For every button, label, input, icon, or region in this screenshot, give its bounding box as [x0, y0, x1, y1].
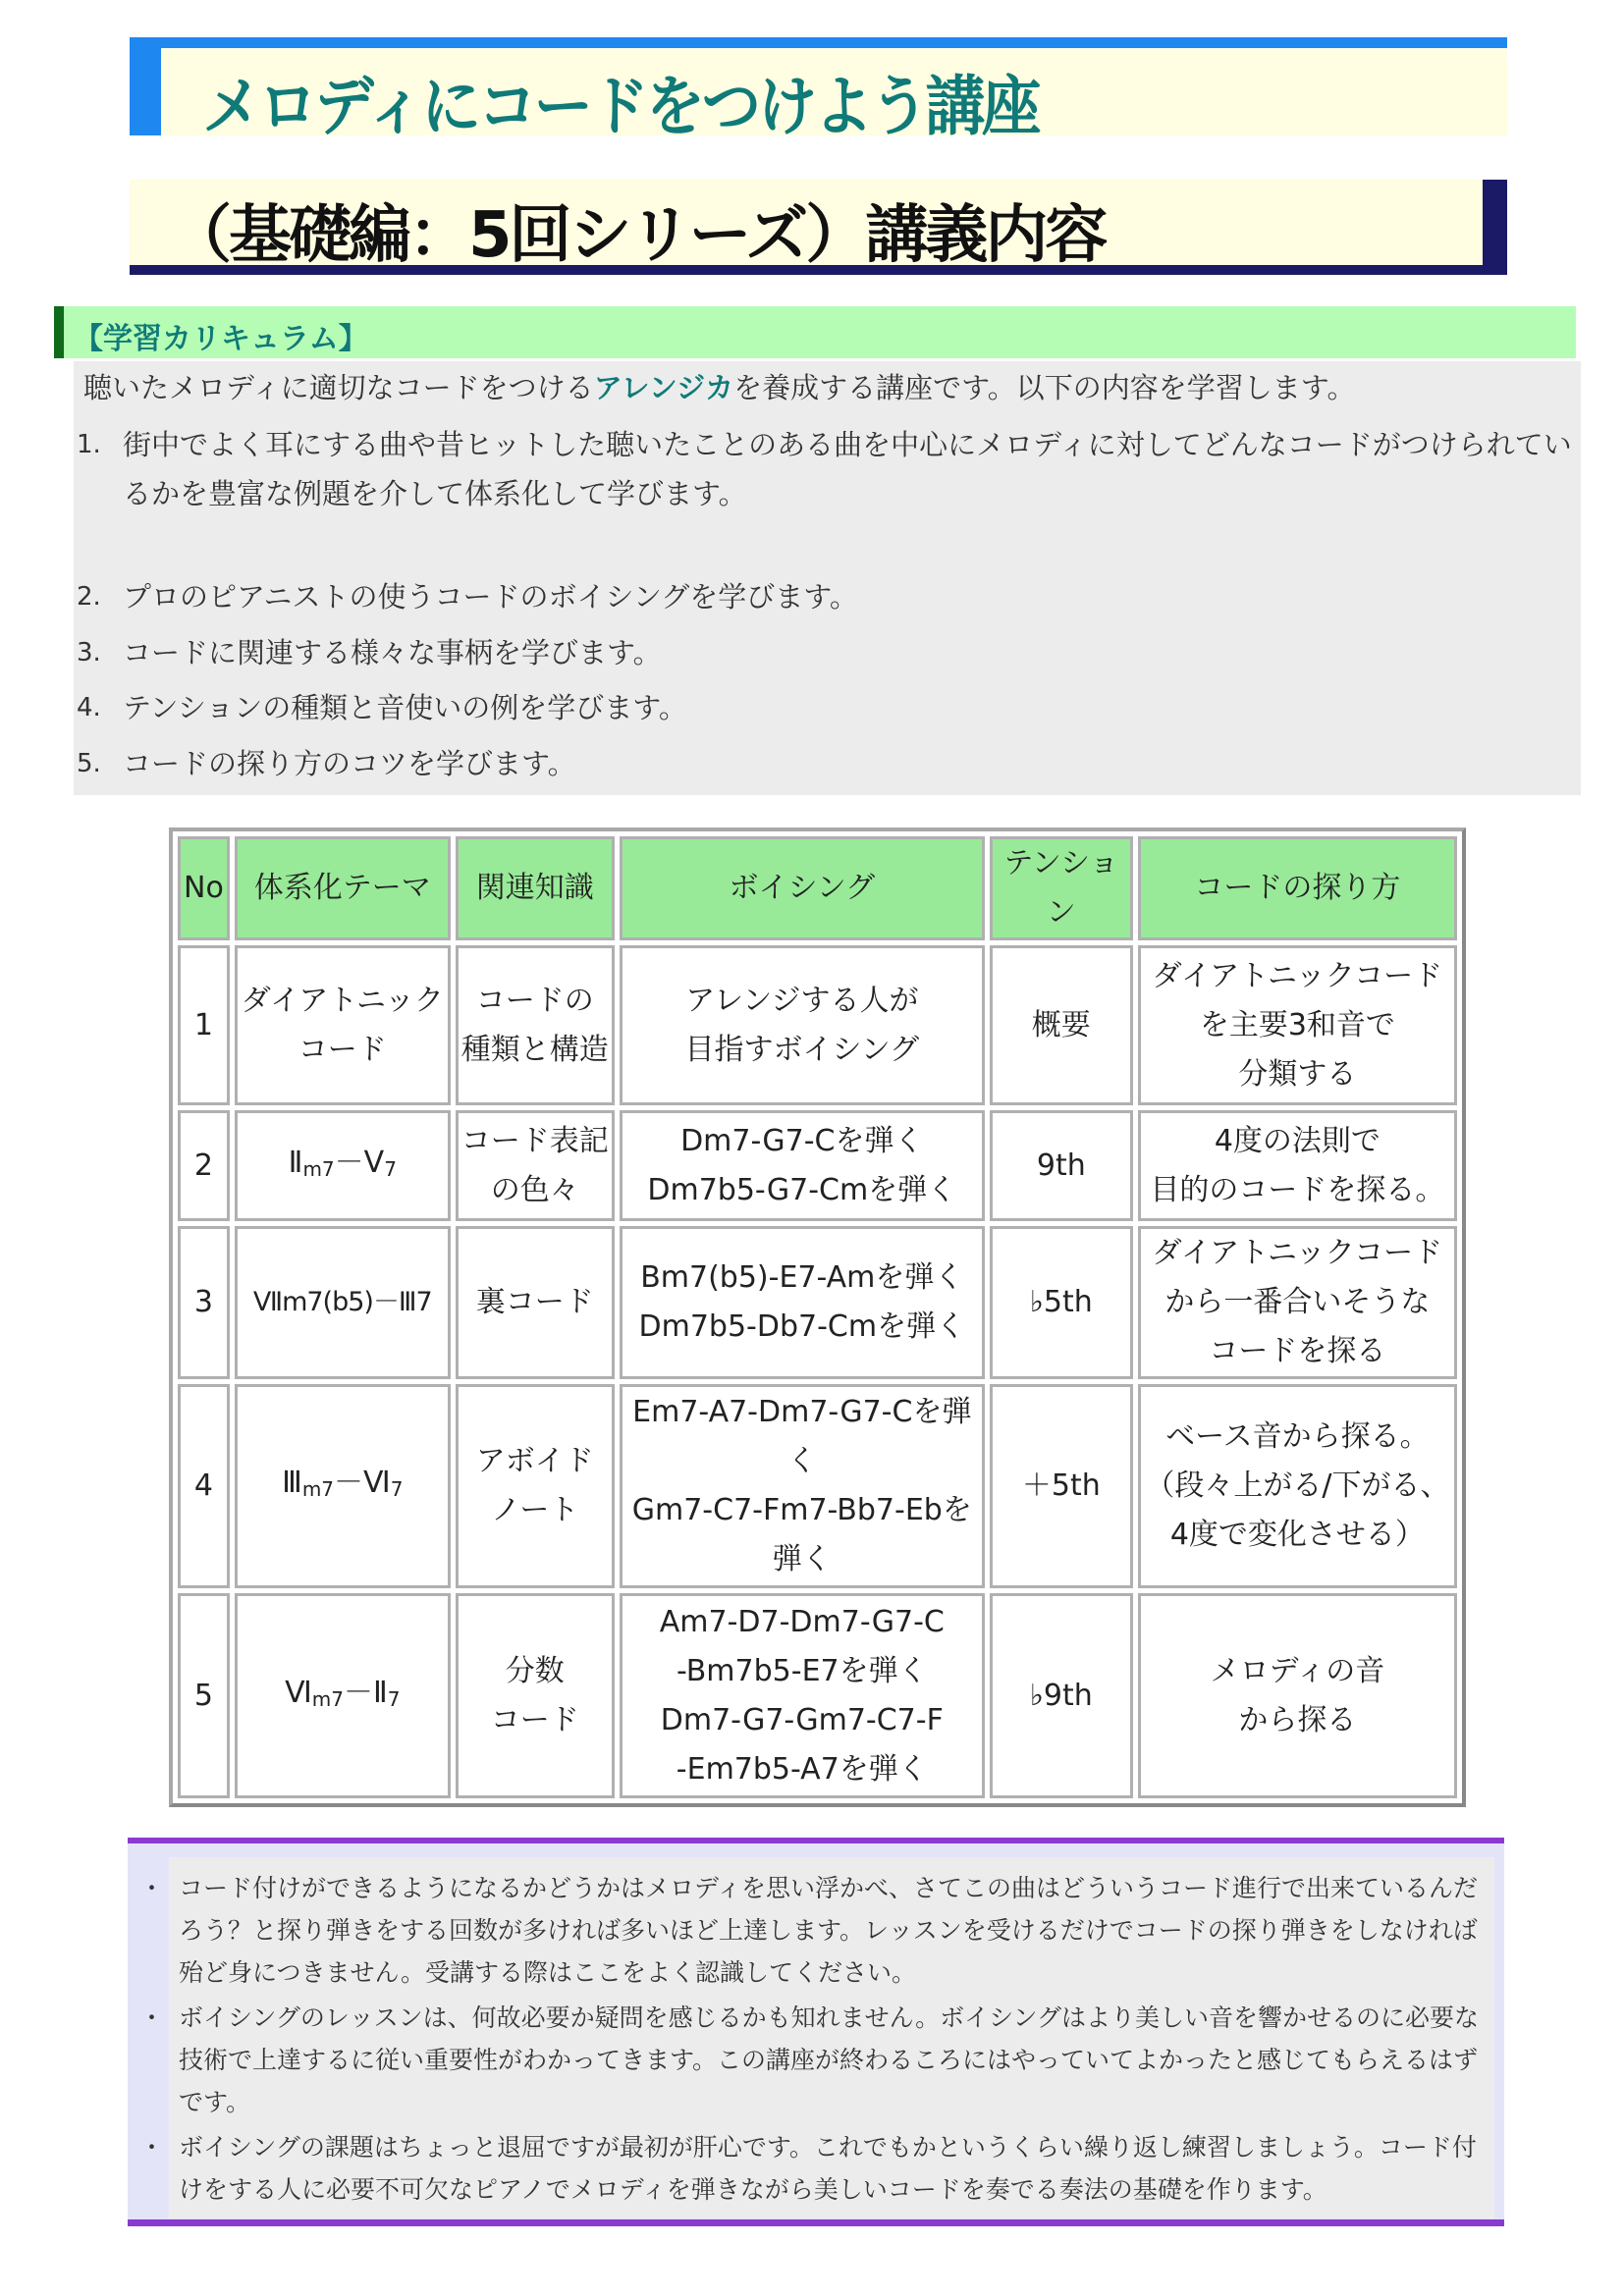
- roman-numeral: Ⅴ: [363, 1145, 385, 1180]
- cell-voicing: Dm7-G7-Cを弾く Dm7b5-G7-Cmを弾く: [620, 1110, 985, 1221]
- item-number: 1.: [77, 430, 101, 459]
- curriculum-intro: [74, 361, 1581, 795]
- curriculum-heading: 【学習カリキュラム】: [74, 322, 368, 356]
- cell-voicing: アレンジする人が 目指すボイシング: [620, 945, 985, 1105]
- chord-suffix: m7: [301, 1477, 335, 1501]
- chord-suffix: 7: [384, 1156, 397, 1181]
- cell-theme: ダイアトニック コード: [235, 945, 451, 1105]
- header-method: コードの探り方: [1138, 836, 1457, 940]
- header-knowledge: 関連知識: [456, 836, 615, 940]
- item-number: 2.: [77, 582, 101, 612]
- dash: －: [334, 1145, 364, 1180]
- cell-tension: ♭5th: [990, 1226, 1133, 1379]
- cell-method: ダイアトニックコード を主要3和音で 分類する: [1138, 945, 1457, 1105]
- chord-suffix: 7: [387, 1686, 401, 1711]
- table-row: [178, 945, 1457, 1105]
- cell-theme: [235, 1384, 451, 1588]
- cell-tension: ＋5th: [990, 1384, 1133, 1588]
- table-header-row: [178, 836, 1457, 940]
- roman-numeral: Ⅲ: [282, 1466, 302, 1500]
- cell-voicing: Bm7(b5)-E7-Amを弾く Dm7b5-Db7-Cmを弾く: [620, 1226, 985, 1379]
- cell-theme: Ⅶm7(b5)－Ⅲ7: [235, 1226, 451, 1379]
- item-text: コードに関連する様々な事柄を学びます。: [123, 636, 662, 669]
- chord-suffix: m7: [311, 1686, 344, 1711]
- cell-no: 3: [178, 1226, 230, 1379]
- cell-knowledge: コード表記 の色々: [456, 1110, 615, 1221]
- roman-numeral: Ⅱ: [372, 1675, 388, 1710]
- bullet-icon: ・: [139, 1874, 165, 1902]
- item-number: 5.: [77, 749, 101, 778]
- page-title: メロディにコードをつけよう講座: [202, 69, 1038, 144]
- table-row: [178, 1226, 1457, 1379]
- item-text: コードの探り方のコツを学びます。: [123, 747, 576, 780]
- chord-suffix: 7: [390, 1477, 404, 1501]
- cell-no: 5: [178, 1593, 230, 1798]
- lead-highlight: アレンジカ: [593, 371, 734, 404]
- cell-method: 4度の法則で 目的のコードを探る。: [1138, 1110, 1457, 1221]
- cell-knowledge: コードの 種類と構造: [456, 945, 615, 1105]
- cell-theme: [235, 1110, 451, 1221]
- cell-knowledge: 分数 コード: [456, 1593, 615, 1798]
- cell-theme: [235, 1593, 451, 1798]
- table-row: [178, 1384, 1457, 1588]
- cell-tension: ♭9th: [990, 1593, 1133, 1798]
- cell-knowledge: アボイド ノート: [456, 1384, 615, 1588]
- curriculum-lead: [83, 366, 1355, 406]
- item-text: テンションの種類と音使いの例を学びます。: [123, 691, 687, 724]
- header-theme: 体系化テーマ: [235, 836, 451, 940]
- lead-text: 聴いたメロディに適切なコードをつける: [83, 371, 594, 404]
- dash: －: [343, 1675, 373, 1710]
- subtitle-banner: [130, 180, 1507, 275]
- table-row: [178, 1593, 1457, 1798]
- cell-no: 2: [178, 1110, 230, 1221]
- roman-numeral: Ⅵ: [285, 1675, 312, 1710]
- note-item: [139, 2116, 1494, 2218]
- note-text: コード付けができるようになるかどうかはメロディを思い浮かべ、さてこの曲はどういうコード進行で出来ているんだろう？と探り弾きをする回数が多ければ多いほど上達します。レッスンを受けるだけでコードの探り弾きをしなければ殆ど身につきません。受講する際はここをよく認識してください。: [179, 1874, 1479, 1987]
- cell-knowledge: 裏コード: [456, 1226, 615, 1379]
- cell-method: メロディの音 から探る: [1138, 1593, 1457, 1798]
- item-text: プロのピアニストの使うコードのボイシングを学びます。: [123, 580, 858, 614]
- dash: －: [334, 1466, 364, 1500]
- item-number: 3.: [77, 638, 101, 667]
- lecture-table: [169, 828, 1466, 1807]
- curriculum-heading-bar: [54, 306, 1576, 358]
- notes-box: [128, 1838, 1504, 2226]
- page-subtitle: （基礎編：5回シリーズ）講義内容: [169, 199, 1106, 272]
- header-voicing: ボイシング: [620, 836, 985, 940]
- item-text: 街中でよく耳にする曲や昔ヒットした聴いたことのある曲を中心にメロディに対してどんなコードがつけられているかを豊富な例題を介して体系化して学びます。: [123, 428, 1572, 510]
- cell-voicing: Em7-A7-Dm7-G7-Cを弾 く Gm7-C7-Fm7-Bb7-Ebを 弾く: [620, 1384, 985, 1588]
- cell-no: 1: [178, 945, 230, 1105]
- roman-numeral: Ⅵ: [363, 1466, 391, 1500]
- cell-tension: 概要: [990, 945, 1133, 1105]
- cell-no: 4: [178, 1384, 230, 1588]
- cell-voicing: Am7-D7-Dm7-G7-C -Bm7b5-E7を弾く Dm7-G7-Gm7-C7-F -Em7b5-A7を弾く: [620, 1593, 985, 1798]
- lead-text: を養成する講座です。以下の内容を学習します。: [733, 371, 1356, 404]
- title-banner: [130, 37, 1507, 144]
- chord-suffix: m7: [302, 1156, 335, 1181]
- note-item: [139, 1987, 1494, 2131]
- header-tension: テンション: [990, 836, 1133, 940]
- item-number: 4.: [77, 693, 101, 722]
- cell-method: ベース音から探る。 （段々上がる/下がる、 4度で変化させる）: [1138, 1384, 1457, 1588]
- note-item: [139, 1857, 1494, 2002]
- cell-method: ダイアトニックコード から一番合いそうな コードを探る: [1138, 1226, 1457, 1379]
- bullet-icon: ・: [139, 2003, 165, 2032]
- cell-tension: 9th: [990, 1110, 1133, 1221]
- note-text: ボイシングのレッスンは、何故必要か疑問を感じるかも知れません。ボイシングはより美しい音を響かせるのに必要な技術で上達するに従い重要性がわかってきます。この講座が終わるころにはやっていてよかったと感じてもらえるはずです。: [179, 2003, 1480, 2116]
- roman-numeral: Ⅱ: [288, 1145, 303, 1180]
- note-text: ボイシングの課題はちょっと退屈ですが最初が肝心です。これでもかというくらい繰り返し練習しましょう。コード付けをする人に必要不可欠なピアノでメロディを弾きながら美しいコードを奏でる奏法の基礎を作ります。: [179, 2133, 1477, 2204]
- header-no: No: [178, 836, 230, 940]
- table-row: [178, 1110, 1457, 1221]
- bullet-icon: ・: [139, 2133, 165, 2162]
